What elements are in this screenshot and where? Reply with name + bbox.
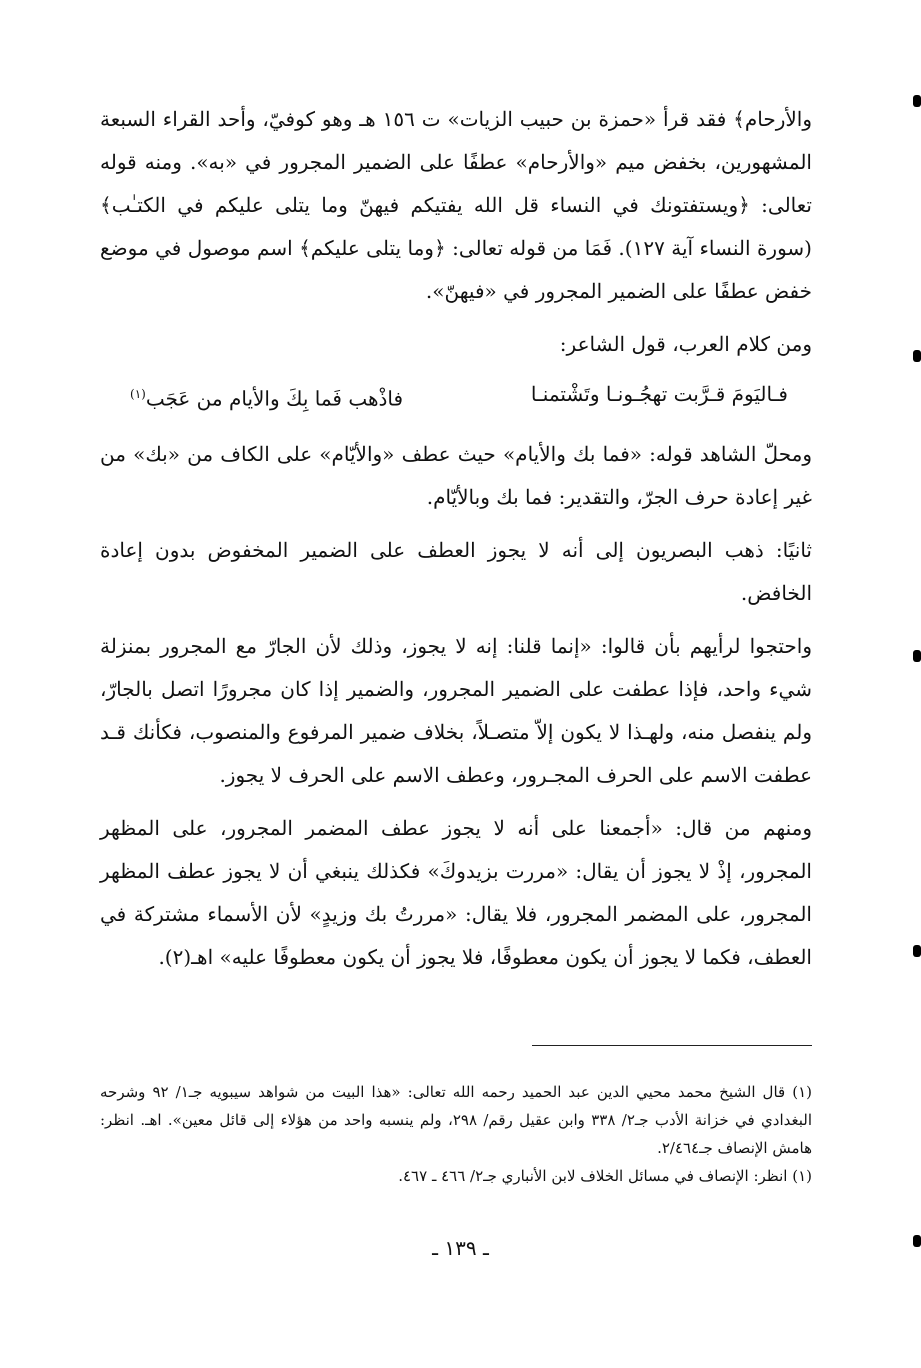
verse-second-text: فاذْهب فَما بِكَ والأيام من عَجَب <box>145 386 404 411</box>
poetry-verse <box>100 374 812 419</box>
binding-mark <box>913 95 921 107</box>
footnote-ref: (١) <box>130 387 146 401</box>
paragraph-2: ومن كلام العرب، قول الشاعر: <box>559 332 812 356</box>
paragraph-3: ومحلّ الشاهد قوله: «فما بك والأيام» حيث عطف «والأيّام» على الكاف من «بك» من غير إعادة حرف الجرّ، والتقدير: فما بك وبالأيّام. <box>100 441 812 509</box>
footnotes <box>100 1078 812 1190</box>
paragraph-5: واحتجوا لرأيهم بأن قالوا: «إنما قلنا: إنه لا يجوز، وذلك لأن الجارّ مع المجرور بمنزلة شيء واحد، فإذا عطفت على الضمير المجرور، والضمير إذا كان مجرورًا اتصل بالجارّ، ولم ينفصل منه، ولهـذا لا يكون إلاّ متصـلاً، بخلاف ضمير المرفوع والمنصوب، فكأنك قـد عطفت الاسم على الحرف المجـرور، وعطف الاسم على الحرف لا يجوز. <box>100 633 812 787</box>
binding-mark <box>913 650 921 662</box>
verse-second-hemistich <box>130 374 403 419</box>
paragraph-6: ومنهم من قال: «أجمعنا على أنه لا يجوز عطف المضمر المجرور، على المظهر المجرور، إذْ لا يجوز أن يقال: «مررت بزيدوكَ» فكذلك ينبغي أن لا يجوز عطف المظهر المجرور، على المضمر المجرور، فلا يقال: «مررتُ بك وزيدٍ» لأن الأسماء مشتركة في العطف، فكما لا يجوز أن يكون معطوفًا، فلا يجوز أن يكون معطوفًا عليه» اهـ(٢). <box>100 815 812 969</box>
main-text <box>100 98 813 1185</box>
binding-mark <box>913 350 921 362</box>
footnote-separator <box>532 1045 812 1046</box>
footnote-1: (١) قال الشيخ محمد محيي الدين عبد الحميد رحمه الله تعالى: «هذا البيت من شواهد سيبويه جـ١/ ٩٢ وشرحه البغدادي في خزانة الأدب جـ٢/ ٣٣٨ وابن عقيل رقم/ ٢٩٨، ولم ينسبه واحد من هؤلاء إلى قائل معين». اهـ. انظر: هامش الإنصاف جـ٢/٤٦٤. <box>100 1083 813 1157</box>
verse-first-hemistich: فـاليَومَ قـرَّبت تهجُـونـا وتَشْتمنـا <box>530 382 788 406</box>
page-number: ـ ١٣٩ ـ <box>432 1236 489 1260</box>
binding-mark <box>913 945 921 957</box>
binding-mark <box>913 1235 921 1247</box>
footnote-2: (١) انظر: الإنصاف في مسائل الخلاف لابن الأنباري جـ٢/ ٤٦٦ ـ ٤٦٧. <box>398 1167 812 1185</box>
paragraph-1: والأرحام﴾ فقد قرأ «حمزة بن حبيب الزيات» ت ١٥٦ هـ وهو كوفيّ، وأحد القراء السبعة المشهورين، بخفض ميم «والأرحام» عطفًا على الضمير المجرور في «به». ومنه قوله تعالى: ﴿ويستفتونك في النساء قل الله يفتيكم فيهنّ وما يتلى عليكم في الكتـٰب﴾ (سورة النساء آية ١٢٧). فَمَا من قوله تعالى: ﴿وما يتلى عليكم﴾ اسم موصول في موضع خفض عطفًا على الضمير المجرور في «فيهنّ». <box>100 107 812 303</box>
paragraph-4: ثانيًا: ذهب البصريون إلى أنه لا يجوز العطف على الضمير المخفوض بدون إعادة الخافض. <box>100 537 812 605</box>
